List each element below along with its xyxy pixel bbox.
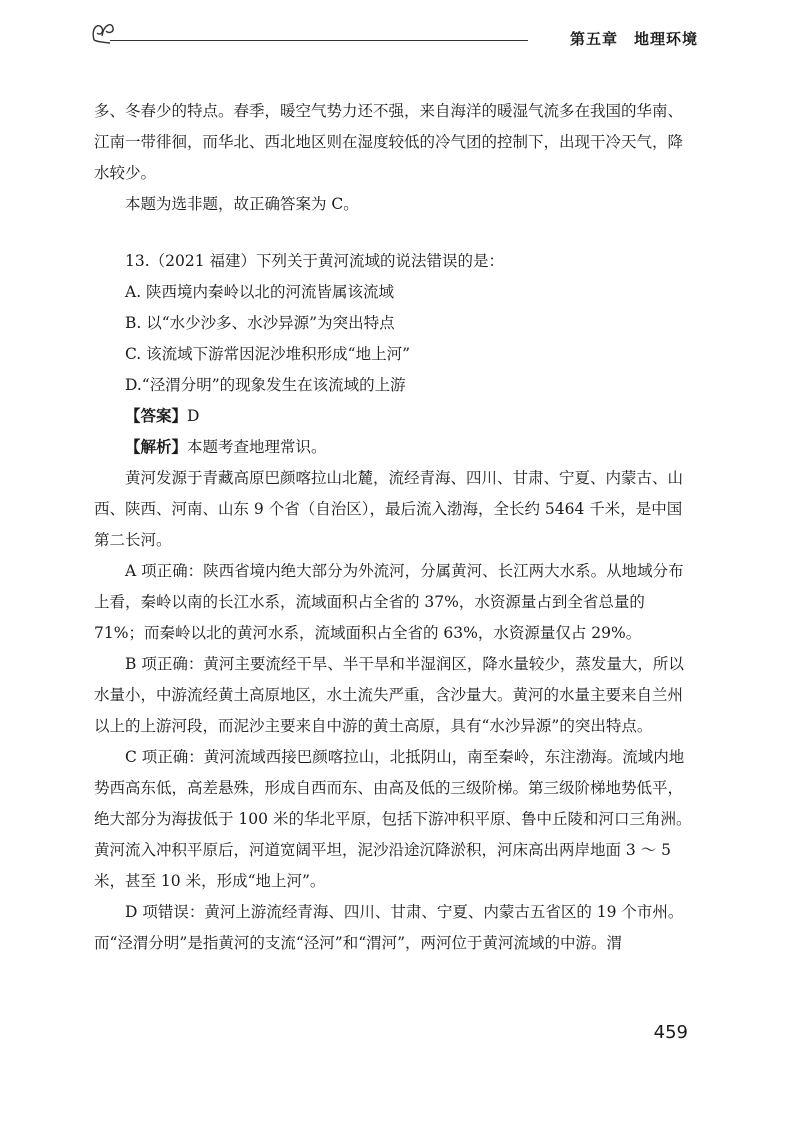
analysis-paragraph: C 项正确：黄河流域西接巴颜喀拉山，北抵阴山，南至秦岭，东注渤海。流域内地势西高东低，高差悬殊，形成自西而东、由高及低的三级阶梯。第三级阶梯地势低平，绝大部分为海拔低于 100 米的华北平原，包括下游冲积平原、鲁中丘陵和河口三角洲。黄河流入冲积平原后，河道宽阔平坦，泥沙沿途沉降淤积，河床高出两岸地面 3 ～ 5 米，甚至 10 米，形成“地上河”。: [94, 748, 692, 890]
question-stem: 13.（2021 福建）下列关于黄河流域的说法错误的是：: [125, 252, 505, 270]
page-body: [94, 96, 694, 959]
chapter-number: 第五章: [569, 30, 618, 48]
analysis-paragraph: A 项正确：陕西省境内绝大部分为外流河，分属黄河、长江两大水系。从地域分布上看，秦岭以南的长江水系，流域面积占全省的 37%，水资源量占到全省总量的 71%；而秦岭以北的黄河水系，流域面积占全省的 63%，水资源量仅占 29%。: [94, 562, 684, 642]
sprout-ornament-icon: [88, 16, 118, 46]
continued-paragraph: 多、冬春少的特点。春季，暖空气势力还不强，来自海洋的暖湿气流多在我国的华南、江南一带徘徊，而华北、西北地区则在湿度较低的冷气团的控制下，出现干冷天气，降水较少。: [94, 102, 684, 182]
running-header: [88, 14, 698, 54]
conclusion-paragraph: 本题为选非题，故正确答案为 C。: [125, 195, 359, 213]
option-c: C. 该流域下游常因泥沙堆积形成“地上河”: [125, 345, 411, 363]
analysis-label: 【解析】: [125, 438, 188, 456]
header-rule: [110, 40, 528, 41]
analysis-paragraph: D 项错误：黄河上游流经青海、四川、甘肃、宁夏、内蒙古五省区的 19 个市州。而“泾渭分明”是指黄河的支流“泾河”和“渭河”，两河位于黄河流域的中游。渭: [94, 903, 684, 952]
option-d: D.“泾渭分明”的现象发生在该流域的上游: [125, 376, 406, 394]
chapter-section: 地理环境: [633, 30, 698, 48]
answer-label: 【答案】: [125, 407, 188, 425]
analysis-line: [94, 432, 694, 463]
answer-value: D: [187, 407, 200, 425]
analysis-paragraph: B 项正确：黄河主要流经干旱、半干旱和半湿润区，降水量较少，蒸发量大，所以水量小，中游流经黄土高原地区，水土流失严重，含沙量大。黄河的水量主要来自兰州以上的上游河段，而泥沙主要来自中游的黄土高原，具有“水沙异源”的突出特点。: [94, 655, 684, 735]
chapter-title: [570, 28, 698, 49]
answer-line: [94, 401, 694, 432]
option-a: A. 陕西境内秦岭以北的河流皆属该流域: [125, 283, 395, 301]
analysis-intro: 本题考查地理常识。: [187, 438, 327, 456]
analysis-paragraph: 黄河发源于青藏高原巴颜喀拉山北麓，流经青海、四川、甘肃、宁夏、内蒙古、山西、陕西、河南、山东 9 个省（自治区），最后流入渤海，全长约 5464 千米，是中国第二长河。: [94, 469, 684, 549]
page-number: 459: [653, 1022, 688, 1043]
option-b: B. 以“水少沙多、水沙异源”为突出特点: [125, 314, 395, 332]
